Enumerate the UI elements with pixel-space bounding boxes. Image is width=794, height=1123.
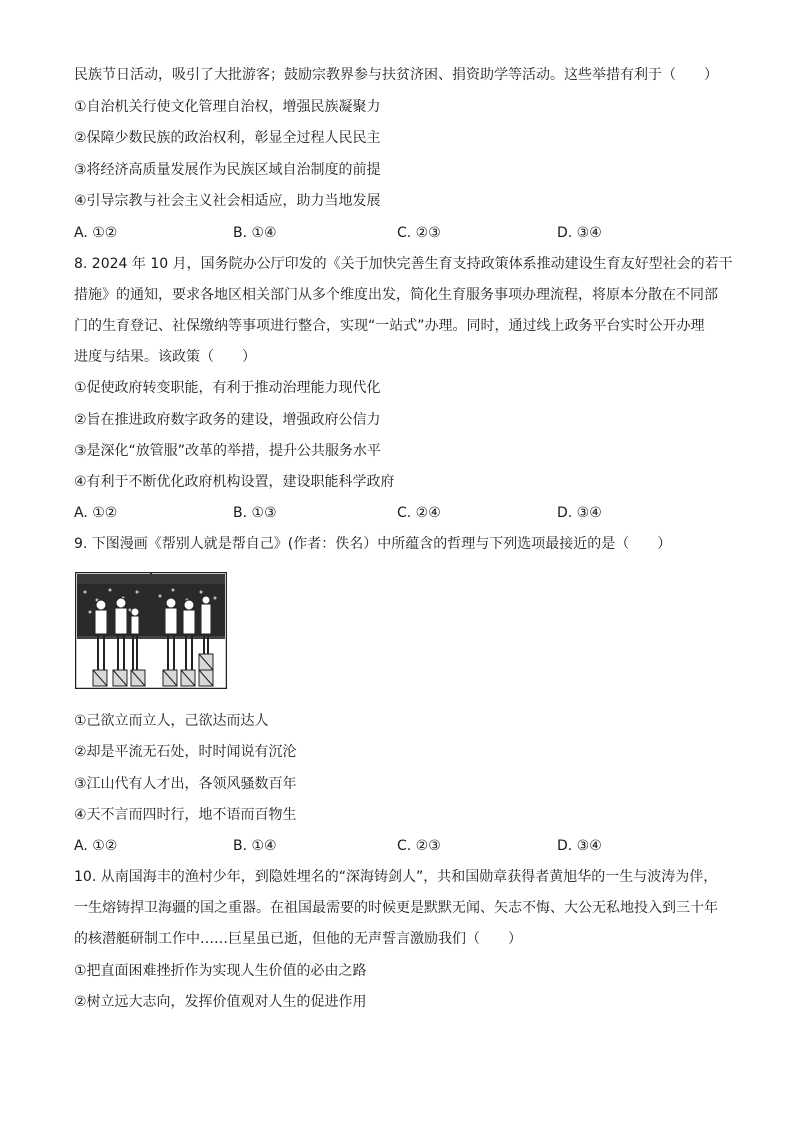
cartoon-image (75, 572, 227, 689)
q10-stem-line-2: 一生熔铸捍卫海疆的国之重器。在祖国最需要的时候更是默默无闻、矢志不悔、大公无私地投入到三十年 (74, 900, 718, 916)
q9-statement-4: ④天不言而四时行，地不语而百物生 (74, 807, 297, 823)
q9-option-b: B. ①④ (233, 838, 277, 854)
q7-option-b: B. ①④ (233, 225, 277, 241)
q8-option-d: D. ③④ (557, 505, 602, 521)
q8-option-a: A. ①② (74, 505, 118, 521)
cartoon-sky (77, 574, 225, 584)
q8-statement-2: ②旨在推进政府数字政务的建设，增强政府公信力 (74, 412, 381, 428)
cartoon-fence (77, 636, 225, 639)
q8-stem-line-3: 门的生育登记、社保缴纳等事项进行整合，实现“一站式”办理。同时，通过线上政务平台实时公开办理 (74, 318, 705, 334)
q9-option-d: D. ③④ (557, 838, 602, 854)
q9-option-c: C. ②③ (397, 838, 441, 854)
q8-option-c: C. ②④ (397, 505, 441, 521)
q7-option-d: D. ③④ (557, 225, 602, 241)
q10-statement-2: ②树立远大志向，发挥价值观对人生的促进作用 (74, 994, 367, 1010)
q8-stem-line-4: 进度与结果。该政策（ ） (74, 349, 256, 365)
q10-stem-line-1: 10. 从南国海丰的渔村少年，到隐姓埋名的“深海铸剑人”，共和国勋章获得者黄旭华的一生与波涛为伴， (74, 869, 718, 885)
q8-stem-line-1: 8. 2024 年 10 月，国务院办公厅印发的《关于加快完善生育支持政策体系推动建设生育友好型社会的若干 (74, 256, 733, 272)
q9-statement-2: ②却是平流无石处，时时闻说有沉沦 (74, 744, 297, 760)
q8-stem-line-2: 措施》的通知，要求各地区相关部门从多个维度出发，简化生育服务事项办理流程，将原本分散在不同部 (74, 287, 718, 303)
q7-statement-1: ①自治机关行使文化管理自治权，增强民族凝聚力 (74, 99, 381, 115)
q10-stem-line-3: 的核潜艇研制工作中……巨星虽已逝，但他的无声誓言激励我们（ ） (74, 931, 522, 947)
q7-statement-3: ③将经济高质量发展作为民族区域自治制度的前提 (74, 162, 381, 178)
q9-stem: 9. 下图漫画《帮别人就是帮自己》(作者：佚名）中所蕴含的哲理与下列选项最接近的是（ ） (74, 536, 672, 552)
q7-stem: 民族节日活动，吸引了大批游客；鼓励宗教界参与扶贫济困、捐资助学等活动。这些举措有利于（ ） (74, 67, 718, 83)
q7-option-a: A. ①② (74, 225, 118, 241)
q7-statement-4: ④引导宗教与社会主义社会相适应，助力当地发展 (74, 193, 381, 209)
q7-option-c: C. ②③ (397, 225, 441, 241)
q8-statement-4: ④有利于不断优化政府机构设置，建设职能科学政府 (74, 474, 395, 490)
q8-option-b: B. ①③ (233, 505, 277, 521)
q8-statement-1: ①促使政府转变职能，有利于推动治理能力现代化 (74, 380, 381, 396)
q9-option-a: A. ①② (74, 838, 118, 854)
q7-statement-2: ②保障少数民族的政治权利，彰显全过程人民民主 (74, 130, 381, 146)
q9-statement-3: ③江山代有人才出，各领风骚数百年 (74, 776, 297, 792)
q8-statement-3: ③是深化“放管服”改革的举措，提升公共服务水平 (74, 443, 382, 459)
q10-statement-1: ①把直面困难挫折作为实现人生价值的必由之路 (74, 963, 367, 979)
q9-statement-1: ①己欲立而立人，己欲达而达人 (74, 713, 269, 729)
